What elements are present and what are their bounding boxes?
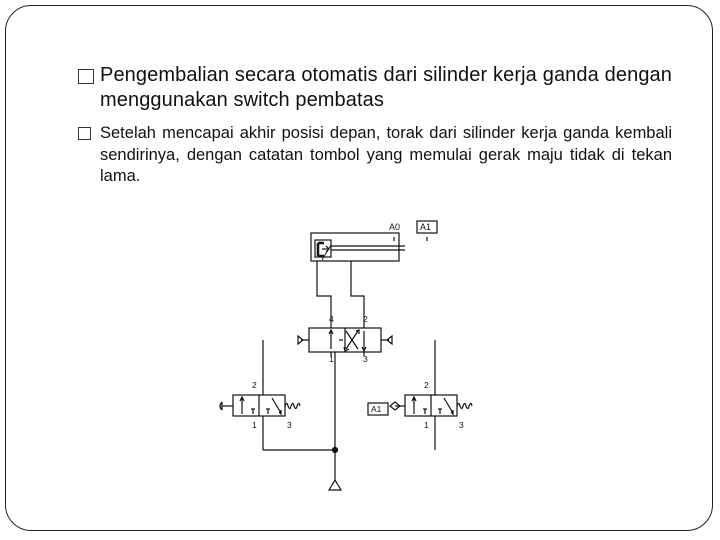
port-label-2: 2 xyxy=(363,314,368,324)
right-port-label-1: 1 xyxy=(424,420,429,430)
sensor-label-a1: A1 xyxy=(420,222,432,232)
limit-switch-label: A1 xyxy=(371,404,382,414)
bullet-text-1: Pengembalian secara otomatis dari silinder kerja ganda dengan menggunakan switch pembatas xyxy=(100,64,672,111)
main-5-2-valve xyxy=(298,328,392,356)
sensor-label-a0: A0 xyxy=(389,222,401,232)
right-port-label-3: 3 xyxy=(459,420,464,430)
port-label-1: 1 xyxy=(329,354,334,364)
left-3-2-pushbutton-valve xyxy=(220,340,300,450)
double-acting-cylinder xyxy=(311,233,405,261)
left-port-label-3: 3 xyxy=(287,420,292,430)
left-port-label-1: 1 xyxy=(252,420,257,430)
right-3-2-limit-switch-valve xyxy=(368,340,472,450)
right-port-label-2: 2 xyxy=(424,380,429,390)
port-label-3: 3 xyxy=(363,354,368,364)
left-port-label-2: 2 xyxy=(252,380,257,390)
port-label-4: 4 xyxy=(329,314,334,324)
bullet-text-2: Setelah mencapai akhir posisi depan, torak dari silinder kerja ganda kembali sendirinya, dengan catatan tombol yang memulai gerak maju tidak di tekan lama. xyxy=(100,124,672,185)
air-source-icon xyxy=(329,480,341,490)
